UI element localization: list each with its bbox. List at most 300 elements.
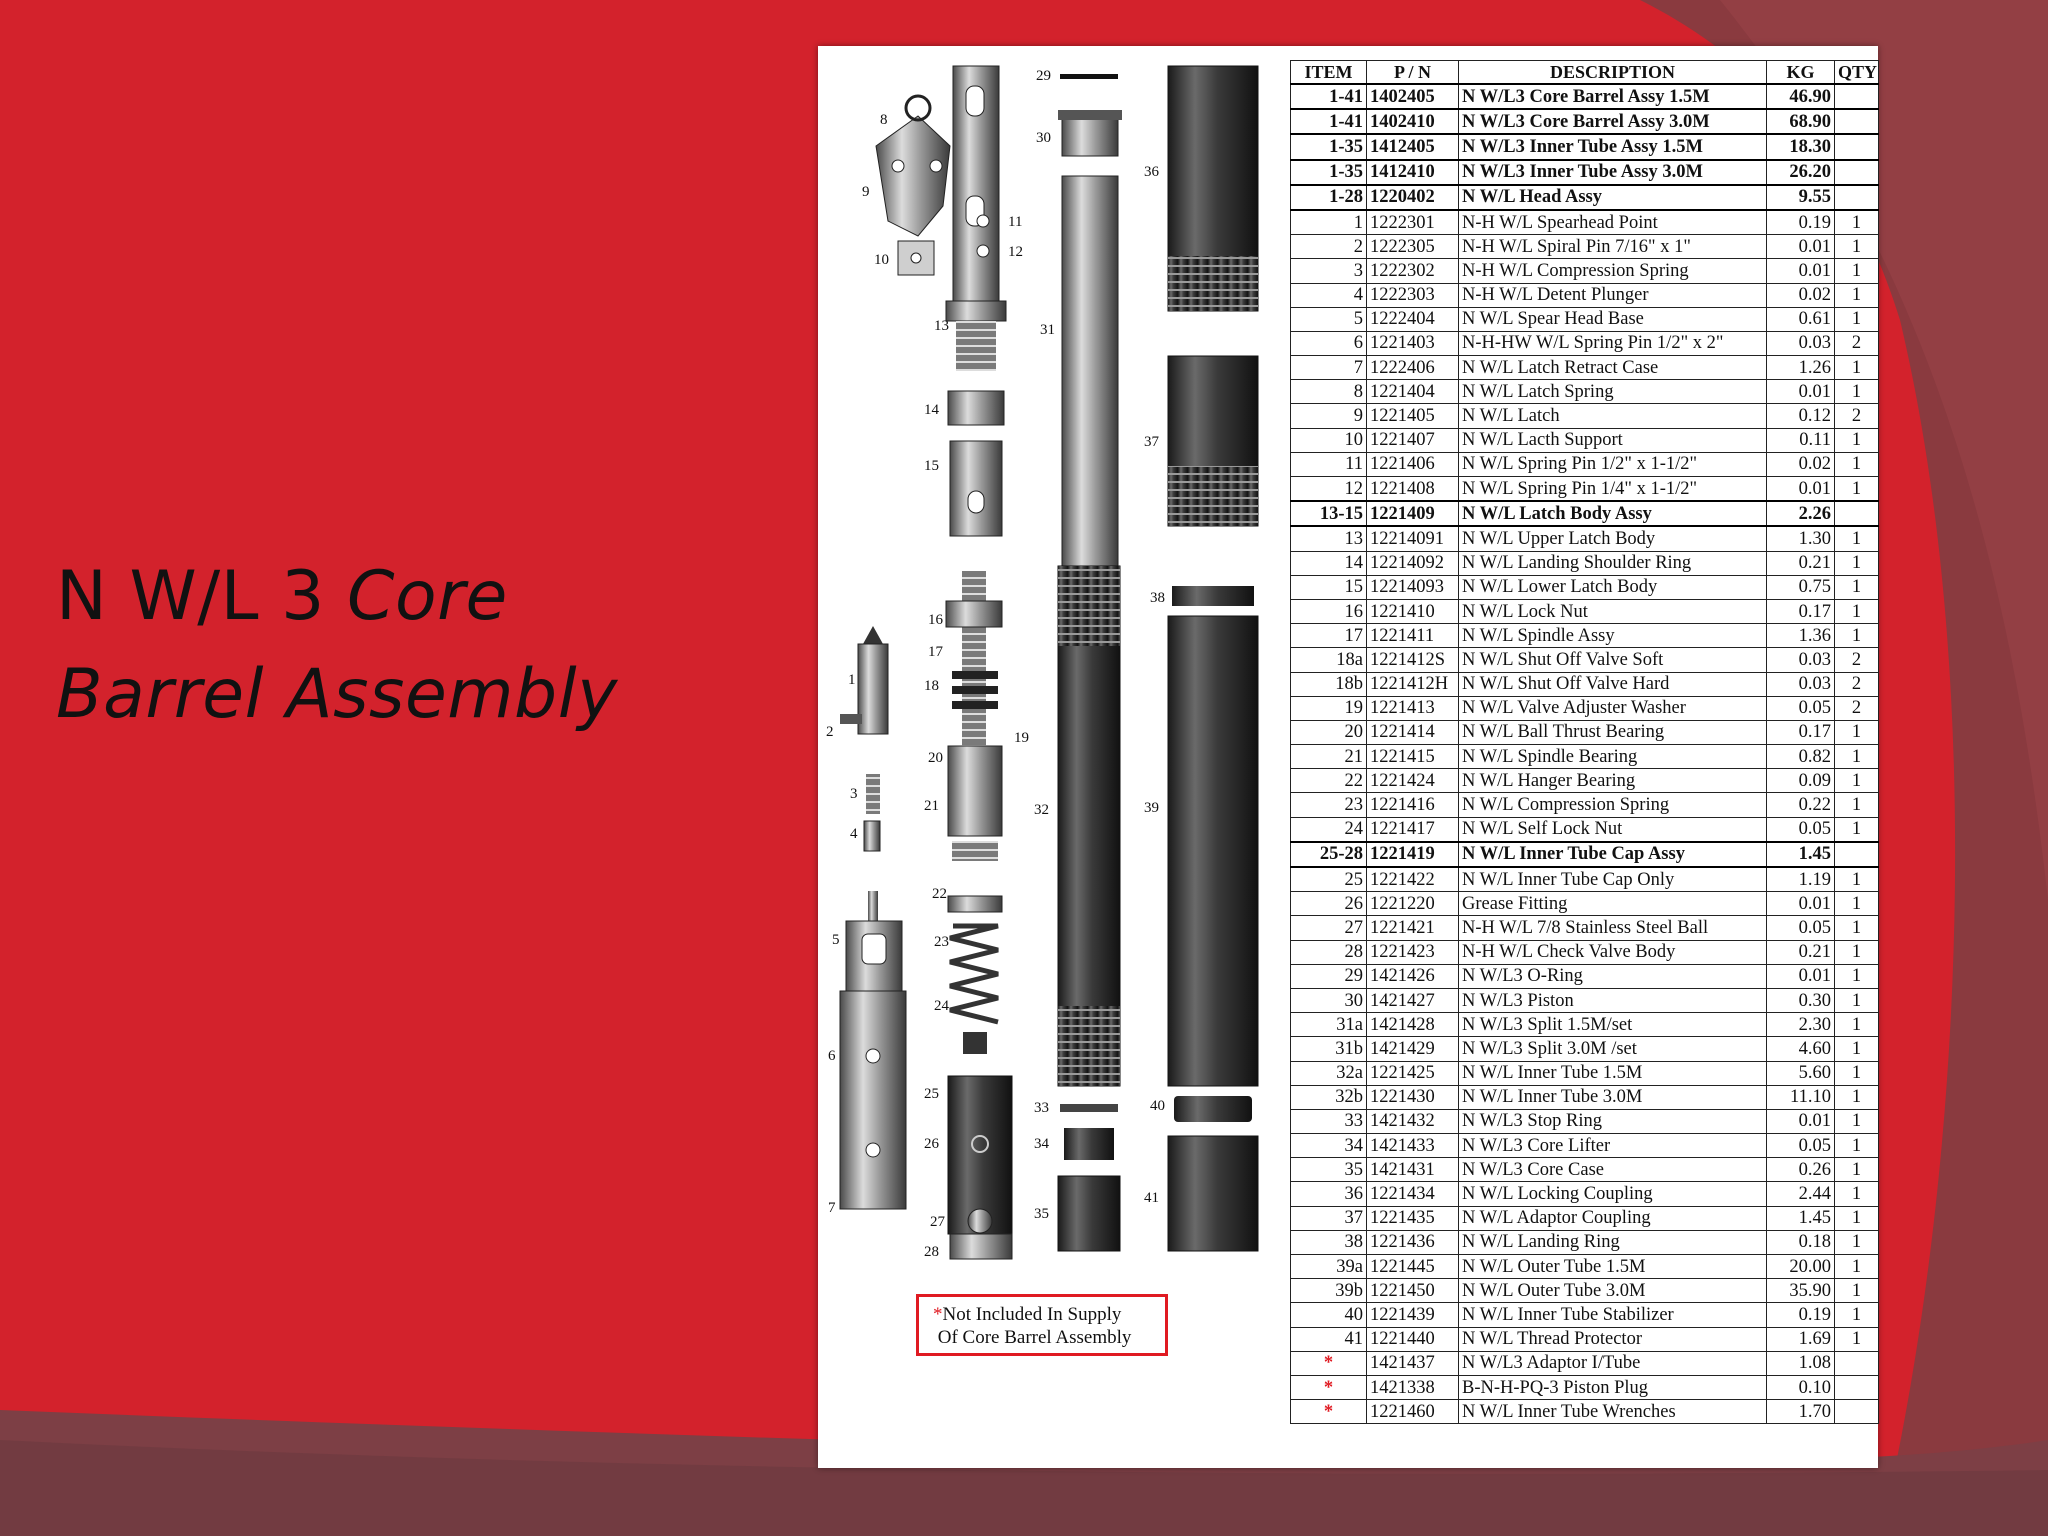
- callout-24: 24: [934, 998, 949, 1014]
- table-row: [1291, 1206, 1879, 1230]
- cell-item: 24: [1291, 817, 1367, 842]
- cell-kg: 0.01: [1767, 964, 1835, 988]
- cell-item: 14: [1291, 551, 1367, 575]
- cell-kg: 1.70: [1767, 1400, 1835, 1424]
- cell-desc: N W/L Thread Protector: [1459, 1327, 1767, 1351]
- cell-qty: 1: [1835, 1085, 1879, 1109]
- cell-kg: 0.12: [1767, 404, 1835, 428]
- cell-desc: N W/L Inner Tube Cap Assy: [1459, 842, 1767, 867]
- table-row: [1291, 672, 1879, 696]
- cell-item: 37: [1291, 1206, 1367, 1230]
- cell-kg: 0.05: [1767, 817, 1835, 842]
- cell-qty: 1: [1835, 817, 1879, 842]
- table-row: [1291, 575, 1879, 599]
- cell-item: 11: [1291, 452, 1367, 476]
- cell-qty: 1: [1835, 1327, 1879, 1351]
- table-header-row: [1291, 61, 1879, 85]
- cell-desc: N W/L Self Lock Nut: [1459, 817, 1767, 842]
- table-row: [1291, 501, 1879, 526]
- cell-qty: 1: [1835, 380, 1879, 404]
- cell-pn: 1412410: [1367, 160, 1459, 185]
- table-row: [1291, 1013, 1879, 1037]
- cell-item: 23: [1291, 793, 1367, 817]
- callout-30: 30: [1036, 130, 1051, 146]
- callout-17: 17: [928, 644, 943, 660]
- cell-desc: N W/L3 Core Lifter: [1459, 1134, 1767, 1158]
- callout-21: 21: [924, 798, 939, 814]
- table-row: [1291, 160, 1879, 185]
- cell-item: 13-15: [1291, 501, 1367, 526]
- cell-qty: [1835, 185, 1879, 210]
- cell-kg: 0.03: [1767, 648, 1835, 672]
- header-description: DESCRIPTION: [1459, 61, 1767, 85]
- table-row: [1291, 1037, 1879, 1061]
- cell-qty: [1835, 134, 1879, 159]
- table-row: [1291, 1230, 1879, 1254]
- cell-desc: N W/L3 Core Barrel Assy 3.0M: [1459, 109, 1767, 134]
- cell-desc: N W/L Spindle Bearing: [1459, 745, 1767, 769]
- header-kg: KG: [1767, 61, 1835, 85]
- cell-item: 39b: [1291, 1279, 1367, 1303]
- cell-desc: N W/L Latch Retract Case: [1459, 356, 1767, 380]
- cell-desc: N W/L Lock Nut: [1459, 599, 1767, 623]
- cell-kg: 0.05: [1767, 916, 1835, 940]
- cell-pn: 1221414: [1367, 720, 1459, 744]
- cell-item: 17: [1291, 624, 1367, 648]
- cell-qty: 2: [1835, 331, 1879, 355]
- cell-desc: N W/L Outer Tube 1.5M: [1459, 1255, 1767, 1279]
- table-row: [1291, 769, 1879, 793]
- cell-kg: 1.45: [1767, 842, 1835, 867]
- cell-pn: 1221403: [1367, 331, 1459, 355]
- cell-kg: 0.19: [1767, 1303, 1835, 1327]
- cell-desc: N W/L Outer Tube 3.0M: [1459, 1279, 1767, 1303]
- cell-pn: 1221404: [1367, 380, 1459, 404]
- cell-kg: 1.26: [1767, 356, 1835, 380]
- cell-pn: 1221445: [1367, 1255, 1459, 1279]
- callout-14: 14: [924, 402, 939, 418]
- cell-pn: 1222303: [1367, 283, 1459, 307]
- cell-kg: 20.00: [1767, 1255, 1835, 1279]
- title-plain: N W/L 3: [56, 557, 348, 636]
- cell-desc: N-H W/L 7/8 Stainless Steel Ball: [1459, 916, 1767, 940]
- cell-item: *: [1291, 1375, 1367, 1399]
- cell-item: 6: [1291, 331, 1367, 355]
- cell-desc: N W/L Inner Tube Stabilizer: [1459, 1303, 1767, 1327]
- cell-qty: 1: [1835, 1158, 1879, 1182]
- callout-40: 40: [1150, 1098, 1165, 1114]
- callout-1: 1: [848, 672, 856, 688]
- cell-pn: 1421432: [1367, 1109, 1459, 1133]
- cell-qty: 1: [1835, 1037, 1879, 1061]
- table-row: [1291, 1061, 1879, 1085]
- cell-kg: 18.30: [1767, 134, 1835, 159]
- callout-12: 12: [1008, 244, 1023, 260]
- cell-desc: N-H W/L Check Valve Body: [1459, 940, 1767, 964]
- table-row: [1291, 210, 1879, 235]
- cell-pn: 1221417: [1367, 817, 1459, 842]
- cell-qty: 1: [1835, 1013, 1879, 1037]
- cell-item: 1-35: [1291, 160, 1367, 185]
- cell-qty: 1: [1835, 1303, 1879, 1327]
- cell-pn: 12214092: [1367, 551, 1459, 575]
- cell-pn: 1421431: [1367, 1158, 1459, 1182]
- cell-desc: N W/L Inner Tube 1.5M: [1459, 1061, 1767, 1085]
- cell-pn: 1221408: [1367, 477, 1459, 502]
- cell-qty: 1: [1835, 428, 1879, 452]
- cell-item: 1: [1291, 210, 1367, 235]
- cell-item: 41: [1291, 1327, 1367, 1351]
- cell-qty: 1: [1835, 551, 1879, 575]
- table-row: [1291, 551, 1879, 575]
- cell-item: 25-28: [1291, 842, 1367, 867]
- table-row: [1291, 1158, 1879, 1182]
- cell-desc: N-H W/L Compression Spring: [1459, 259, 1767, 283]
- callout-39: 39: [1144, 800, 1159, 816]
- cell-pn: 1221434: [1367, 1182, 1459, 1206]
- table-row: [1291, 1109, 1879, 1133]
- cell-kg: 2.44: [1767, 1182, 1835, 1206]
- table-row: [1291, 380, 1879, 404]
- table-row: [1291, 817, 1879, 842]
- cell-desc: N W/L Head Assy: [1459, 185, 1767, 210]
- table-row: [1291, 793, 1879, 817]
- cell-pn: 12214091: [1367, 526, 1459, 551]
- cell-pn: 1222406: [1367, 356, 1459, 380]
- callout-2: 2: [826, 724, 834, 740]
- table-row: [1291, 307, 1879, 331]
- cell-item: 34: [1291, 1134, 1367, 1158]
- cell-pn: 1222404: [1367, 307, 1459, 331]
- cell-pn: 1421429: [1367, 1037, 1459, 1061]
- cell-item: 18a: [1291, 648, 1367, 672]
- cell-item: 7: [1291, 356, 1367, 380]
- cell-kg: 0.01: [1767, 892, 1835, 916]
- cell-pn: 1221409: [1367, 501, 1459, 526]
- cell-qty: 1: [1835, 235, 1879, 259]
- cell-item: 35: [1291, 1158, 1367, 1182]
- table-row: [1291, 988, 1879, 1012]
- cell-item: 1-28: [1291, 185, 1367, 210]
- table-row: [1291, 1327, 1879, 1351]
- table-row: [1291, 916, 1879, 940]
- cell-pn: 1221424: [1367, 769, 1459, 793]
- cell-desc: N W/L3 Inner Tube Assy 1.5M: [1459, 134, 1767, 159]
- cell-desc: N W/L Inner Tube Wrenches: [1459, 1400, 1767, 1424]
- callout-38: 38: [1150, 590, 1165, 606]
- cell-item: 1-35: [1291, 134, 1367, 159]
- cell-desc: N W/L Latch Body Assy: [1459, 501, 1767, 526]
- cell-qty: [1835, 84, 1879, 109]
- cell-qty: 1: [1835, 867, 1879, 892]
- inner-tube-column: [1058, 74, 1122, 1251]
- cell-desc: N W/L Landing Ring: [1459, 1230, 1767, 1254]
- cell-desc: N-H W/L Spiral Pin 7/16" x 1": [1459, 235, 1767, 259]
- cell-desc: N W/L Locking Coupling: [1459, 1182, 1767, 1206]
- callout-10: 10: [874, 252, 889, 268]
- table-row: [1291, 185, 1879, 210]
- cell-pn: 1402405: [1367, 84, 1459, 109]
- cell-qty: 1: [1835, 526, 1879, 551]
- cell-qty: 1: [1835, 210, 1879, 235]
- cell-kg: 0.01: [1767, 1109, 1835, 1133]
- cell-item: 3: [1291, 259, 1367, 283]
- cell-pn: 1221422: [1367, 867, 1459, 892]
- cell-pn: 1421426: [1367, 964, 1459, 988]
- table-row: [1291, 134, 1879, 159]
- cell-qty: 1: [1835, 1206, 1879, 1230]
- cell-qty: 1: [1835, 599, 1879, 623]
- cell-pn: 1222302: [1367, 259, 1459, 283]
- cell-item: 33: [1291, 1109, 1367, 1133]
- exploded-diagram: [818, 46, 1288, 1468]
- title-italic-barrel: Barrel Assembly: [56, 655, 618, 734]
- cell-qty: [1835, 1400, 1879, 1424]
- cell-pn: 1222305: [1367, 235, 1459, 259]
- callout-41: 41: [1144, 1190, 1159, 1206]
- cell-qty: 1: [1835, 1230, 1879, 1254]
- cell-kg: 0.01: [1767, 259, 1835, 283]
- title-italic-core: Core: [347, 557, 508, 636]
- parts-table-body: [1291, 84, 1879, 1424]
- callout-8: 8: [880, 112, 888, 128]
- cell-desc: N W/L Spear Head Base: [1459, 307, 1767, 331]
- cell-qty: 1: [1835, 477, 1879, 502]
- callout-32: 32: [1034, 802, 1049, 818]
- callout-35: 35: [1034, 1206, 1049, 1222]
- cell-pn: 1412405: [1367, 134, 1459, 159]
- cell-desc: N W/L3 Stop Ring: [1459, 1109, 1767, 1133]
- table-row: [1291, 526, 1879, 551]
- cell-pn: 1221419: [1367, 842, 1459, 867]
- cell-qty: 2: [1835, 672, 1879, 696]
- outer-tube-column: [1168, 66, 1258, 1251]
- cell-desc: N W/L3 O-Ring: [1459, 964, 1767, 988]
- cell-kg: 0.21: [1767, 940, 1835, 964]
- cell-kg: 4.60: [1767, 1037, 1835, 1061]
- callout-33: 33: [1034, 1100, 1049, 1116]
- cell-qty: 1: [1835, 1255, 1879, 1279]
- table-row: [1291, 648, 1879, 672]
- callout-4: 4: [850, 826, 858, 842]
- cell-kg: 9.55: [1767, 185, 1835, 210]
- cell-desc: N W/L3 Split 3.0M /set: [1459, 1037, 1767, 1061]
- table-row: [1291, 599, 1879, 623]
- callout-20: 20: [928, 750, 943, 766]
- cell-qty: 1: [1835, 259, 1879, 283]
- cell-item: 12: [1291, 477, 1367, 502]
- table-row: [1291, 720, 1879, 744]
- cell-qty: 2: [1835, 648, 1879, 672]
- callout-27: 27: [930, 1214, 945, 1230]
- cell-kg: 35.90: [1767, 1279, 1835, 1303]
- cell-pn: 1421338: [1367, 1375, 1459, 1399]
- cell-desc: N W/L Inner Tube 3.0M: [1459, 1085, 1767, 1109]
- cell-qty: 1: [1835, 720, 1879, 744]
- cell-desc: N-H W/L Detent Plunger: [1459, 283, 1767, 307]
- slide-title: [56, 548, 776, 744]
- cell-desc: N W/L Inner Tube Cap Only: [1459, 867, 1767, 892]
- cell-kg: 0.02: [1767, 452, 1835, 476]
- cell-desc: N W/L Ball Thrust Bearing: [1459, 720, 1767, 744]
- cell-pn: 12214093: [1367, 575, 1459, 599]
- table-row: [1291, 404, 1879, 428]
- parts-sheet: [818, 46, 1878, 1468]
- callout-29: 29: [1036, 68, 1051, 84]
- cell-pn: 1220402: [1367, 185, 1459, 210]
- cell-pn: 1221436: [1367, 1230, 1459, 1254]
- cell-pn: 1221450: [1367, 1279, 1459, 1303]
- callout-22: 22: [932, 886, 947, 902]
- cell-qty: 1: [1835, 307, 1879, 331]
- not-included-notice: [916, 1294, 1168, 1356]
- header-qty: QTY: [1835, 61, 1879, 85]
- cell-qty: 1: [1835, 769, 1879, 793]
- table-row: [1291, 428, 1879, 452]
- cell-item: 36: [1291, 1182, 1367, 1206]
- cell-kg: 0.21: [1767, 551, 1835, 575]
- callout-37: 37: [1144, 434, 1159, 450]
- cell-qty: 2: [1835, 404, 1879, 428]
- cell-qty: 1: [1835, 356, 1879, 380]
- cell-item: 19: [1291, 696, 1367, 720]
- cell-item: 22: [1291, 769, 1367, 793]
- cell-qty: [1835, 109, 1879, 134]
- cell-qty: 1: [1835, 940, 1879, 964]
- callout-6: 6: [828, 1048, 836, 1064]
- cell-kg: 0.75: [1767, 575, 1835, 599]
- cell-pn: 1221430: [1367, 1085, 1459, 1109]
- cell-item: 30: [1291, 988, 1367, 1012]
- cell-pn: 1421437: [1367, 1351, 1459, 1375]
- table-row: [1291, 331, 1879, 355]
- table-row: [1291, 235, 1879, 259]
- cell-desc: N W/L Compression Spring: [1459, 793, 1767, 817]
- cell-qty: 1: [1835, 1061, 1879, 1085]
- cell-pn: 1221425: [1367, 1061, 1459, 1085]
- cell-qty: 1: [1835, 452, 1879, 476]
- cell-desc: N W/L Adaptor Coupling: [1459, 1206, 1767, 1230]
- table-row: [1291, 1400, 1879, 1424]
- cell-kg: 0.03: [1767, 331, 1835, 355]
- cell-item: 4: [1291, 283, 1367, 307]
- cell-item: 1-41: [1291, 109, 1367, 134]
- callout-13: 13: [934, 318, 949, 334]
- notice-asterisk: *: [933, 1304, 943, 1325]
- cell-kg: 1.19: [1767, 867, 1835, 892]
- cell-qty: 1: [1835, 1182, 1879, 1206]
- cell-qty: [1835, 160, 1879, 185]
- cell-desc: N W/L3 Core Case: [1459, 1158, 1767, 1182]
- cell-kg: 0.01: [1767, 380, 1835, 404]
- cell-kg: 0.02: [1767, 283, 1835, 307]
- cell-qty: 1: [1835, 916, 1879, 940]
- table-row: [1291, 867, 1879, 892]
- cell-kg: 0.09: [1767, 769, 1835, 793]
- cell-desc: N W/L Landing Shoulder Ring: [1459, 551, 1767, 575]
- cell-qty: 1: [1835, 988, 1879, 1012]
- cell-kg: 0.19: [1767, 210, 1835, 235]
- parts-table: [1290, 60, 1879, 1424]
- cell-qty: [1835, 1375, 1879, 1399]
- cell-pn: 1221406: [1367, 452, 1459, 476]
- cell-item: 39a: [1291, 1255, 1367, 1279]
- cell-item: 31b: [1291, 1037, 1367, 1061]
- table-row: [1291, 356, 1879, 380]
- cell-kg: 0.82: [1767, 745, 1835, 769]
- cell-kg: 0.17: [1767, 599, 1835, 623]
- cell-desc: N W/L Spring Pin 1/2" x 1-1/2": [1459, 452, 1767, 476]
- cell-item: 26: [1291, 892, 1367, 916]
- cell-qty: 1: [1835, 964, 1879, 988]
- cell-qty: [1835, 842, 1879, 867]
- cell-kg: 2.26: [1767, 501, 1835, 526]
- table-row: [1291, 1279, 1879, 1303]
- table-row: [1291, 283, 1879, 307]
- cell-kg: 26.20: [1767, 160, 1835, 185]
- cell-qty: 1: [1835, 1134, 1879, 1158]
- cell-pn: 1221415: [1367, 745, 1459, 769]
- latch-body-column: [946, 66, 1012, 1259]
- cell-pn: 1221410: [1367, 599, 1459, 623]
- cell-item: 28: [1291, 940, 1367, 964]
- cell-pn: 1221220: [1367, 892, 1459, 916]
- cell-desc: N-H-HW W/L Spring Pin 1/2" x 2": [1459, 331, 1767, 355]
- cell-kg: 5.60: [1767, 1061, 1835, 1085]
- cell-desc: N W/L3 Adaptor I/Tube: [1459, 1351, 1767, 1375]
- cell-item: 10: [1291, 428, 1367, 452]
- cell-kg: 46.90: [1767, 84, 1835, 109]
- table-row: [1291, 1303, 1879, 1327]
- cell-kg: 2.30: [1767, 1013, 1835, 1037]
- callout-11: 11: [1008, 214, 1023, 230]
- table-row: [1291, 1134, 1879, 1158]
- cell-item: 1-41: [1291, 84, 1367, 109]
- cell-pn: 1421427: [1367, 988, 1459, 1012]
- cell-item: 38: [1291, 1230, 1367, 1254]
- callout-7: 7: [828, 1200, 836, 1216]
- cell-item: 18b: [1291, 672, 1367, 696]
- cell-kg: 0.30: [1767, 988, 1835, 1012]
- cell-kg: 0.10: [1767, 1375, 1835, 1399]
- cell-desc: N W/L3 Core Barrel Assy 1.5M: [1459, 84, 1767, 109]
- cell-kg: 0.18: [1767, 1230, 1835, 1254]
- cell-desc: B-N-H-PQ-3 Piston Plug: [1459, 1375, 1767, 1399]
- table-row: [1291, 1351, 1879, 1375]
- cell-desc: N W/L Latch Spring: [1459, 380, 1767, 404]
- cell-pn: 1221407: [1367, 428, 1459, 452]
- cell-qty: 1: [1835, 624, 1879, 648]
- cell-item: 25: [1291, 867, 1367, 892]
- header-pn: P / N: [1367, 61, 1459, 85]
- cell-desc: N W/L Shut Off Valve Soft: [1459, 648, 1767, 672]
- table-row: [1291, 624, 1879, 648]
- cell-kg: 1.36: [1767, 624, 1835, 648]
- cell-kg: 68.90: [1767, 109, 1835, 134]
- cell-qty: 2: [1835, 696, 1879, 720]
- cell-pn: 1221412H: [1367, 672, 1459, 696]
- cell-desc: N W/L Hanger Bearing: [1459, 769, 1767, 793]
- cell-item: 32a: [1291, 1061, 1367, 1085]
- cell-kg: 0.22: [1767, 793, 1835, 817]
- cell-kg: 0.03: [1767, 672, 1835, 696]
- table-row: [1291, 259, 1879, 283]
- cell-desc: N W/L Latch: [1459, 404, 1767, 428]
- callout-18: 18: [924, 678, 939, 694]
- cell-desc: N W/L Spindle Assy: [1459, 624, 1767, 648]
- table-row: [1291, 1375, 1879, 1399]
- cell-item: 16: [1291, 599, 1367, 623]
